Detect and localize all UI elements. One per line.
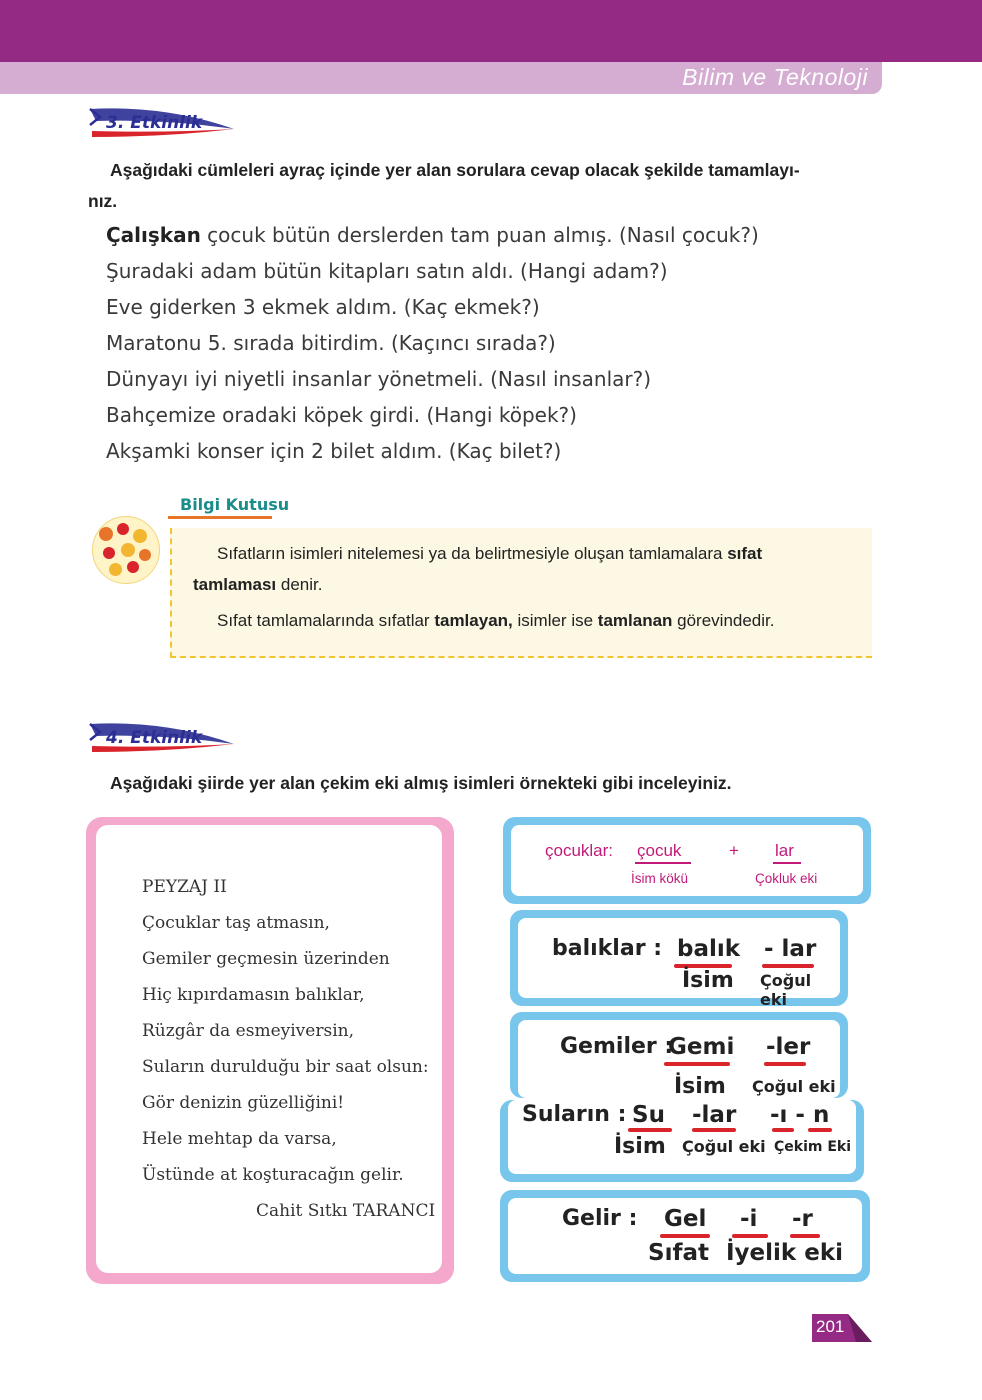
answer-part: -ler [766, 1034, 811, 1060]
info-paragraph-2 [217, 605, 775, 636]
poem-line: Rüzgâr da esmeyiversin, [142, 1021, 354, 1041]
poem-line: Suların durulduğu bir saat olsun: [142, 1057, 429, 1077]
answer-card [500, 1100, 864, 1182]
answer-label: İsim [674, 1074, 726, 1099]
info-paragraph-1 [217, 538, 762, 569]
answer-part: balık [677, 936, 741, 962]
info-box [170, 528, 872, 658]
activity-4-instruction: Aşağıdaki şiirde yer alan çekim eki almış isimleri örnekteki gibi inceleyiniz. [110, 773, 732, 793]
example-panel [511, 825, 863, 896]
info-bold-term: tamlayan, [434, 611, 513, 630]
answer-part: Gemi [668, 1034, 735, 1060]
sentence-item: Bahçemize oradaki köpek girdi. (Hangi köpek?) [106, 403, 577, 427]
info-text: Sıfat tamlamalarında sıfatlar [217, 611, 435, 630]
info-text: Sıfatların isimleri nitelemesi ya da belirtmesiyle oluşan tamlamalara [217, 544, 728, 563]
info-text: isimler ise [512, 611, 598, 630]
answer-part: -i [740, 1206, 758, 1232]
answer-underline [732, 1234, 768, 1238]
answer-panel [508, 1100, 856, 1174]
answer-panel [518, 918, 840, 1009]
answer-word: Gelir : [562, 1206, 638, 1231]
poem-line: Gör denizin güzelliğini! [142, 1093, 345, 1113]
header-bar [0, 0, 982, 62]
answer-panel [518, 1020, 840, 1098]
activity-3-banner [86, 107, 236, 141]
activity-3-instruction: Aşağıdaki cümleleri ayraç içinde yer alan sorulara cevap olacak şekilde tamamlayı- [110, 160, 800, 180]
activity-4-banner [86, 722, 236, 756]
answer-label: İsim [614, 1134, 666, 1159]
info-box-title-underline [168, 516, 272, 519]
poem-panel [96, 825, 442, 1273]
sentence-list [106, 218, 846, 470]
answer-underline [772, 1128, 794, 1132]
poem-line: Gemiler geçmesin üzerinden [142, 949, 390, 969]
answer-part: -lar [692, 1102, 737, 1128]
sentence-item: Maratonu 5. sırada bitirdim. (Kaçıncı sırada?) [106, 331, 556, 355]
page-number: 201 [816, 1317, 845, 1336]
example-root: çocuk [637, 841, 682, 860]
answer-part: Su [632, 1102, 665, 1128]
activity-4-label: 4. Etkinlik [106, 728, 203, 748]
sentence-bold-word: Çalışkan [106, 223, 201, 247]
sentence-item: Eve giderken 3 ekmek aldım. (Kaç ekmek?) [106, 295, 540, 319]
info-bold-term: tamlanan [597, 611, 673, 630]
example-word: çocuklar: [545, 841, 614, 860]
sentence-item: Şuradaki adam bütün kitapları satın aldı. (Hangi adam?) [106, 259, 668, 283]
poem-card [86, 817, 454, 1284]
answer-label: İsim [682, 968, 734, 993]
answer-underline [764, 1062, 806, 1066]
answer-part: Gel [664, 1206, 707, 1232]
answer-part: -r [792, 1206, 813, 1232]
example-suffix-underline [773, 862, 801, 864]
answer-card [510, 910, 848, 1009]
answer-label: Çoğul eki [752, 1077, 836, 1096]
answer-label: Çoğul eki [682, 1137, 766, 1156]
page-number-tab [812, 1314, 872, 1342]
subject-bar [0, 62, 882, 94]
info-bold-term: tamlaması [193, 575, 277, 594]
answer-label: Sıfat [648, 1240, 709, 1266]
answer-part: -ı - n [770, 1102, 830, 1128]
example-card [503, 817, 871, 904]
example-plus: + [729, 841, 739, 860]
info-ball-icon [92, 516, 160, 584]
example-root-underline [635, 862, 691, 864]
answer-label: İyelik eki [726, 1240, 843, 1266]
subject-title: Bilim ve Teknoloji [682, 64, 868, 90]
info-box-title: Bilgi Kutusu [180, 495, 290, 514]
answer-part: - lar [764, 936, 817, 962]
poem-line: Üstünde at koşturacağın gelir. [142, 1165, 404, 1185]
poem-title: PEYZAJ II [142, 877, 227, 897]
sentence-rest: çocuk bütün derslerden tam puan almış. (Nasıl çocuk?) [200, 223, 759, 247]
answer-underline [628, 1128, 672, 1132]
answer-underline [664, 1062, 730, 1066]
answer-underline [808, 1128, 832, 1132]
activity-3-instruction-cont: nız. [88, 191, 118, 211]
answer-underline [790, 1234, 820, 1238]
poem-line: Çocuklar taş atmasın, [142, 913, 330, 933]
info-text: denir. [276, 575, 323, 594]
sentence-item [106, 218, 846, 254]
info-text: görevindedir. [672, 611, 775, 630]
answer-panel [508, 1198, 862, 1274]
poem-author: Cahit Sıtkı TARANCI [256, 1201, 436, 1221]
answer-label: Çoğul eki [760, 971, 812, 1009]
answer-word: balıklar : [552, 936, 662, 961]
info-bold-term: sıfat [727, 544, 763, 563]
answer-card [500, 1190, 870, 1282]
answer-underline [692, 1128, 736, 1132]
activity-3-label: 3. Etkinlik [106, 113, 203, 133]
answer-underline [660, 1234, 710, 1238]
sentence-item: Akşamki konser için 2 bilet aldım. (Kaç bilet?) [106, 439, 562, 463]
answer-word: Suların : [522, 1102, 627, 1127]
example-suffix-label: Çokluk eki [755, 871, 818, 886]
info-paragraph-1-cont [193, 569, 322, 600]
poem-line: Hele mehtap da varsa, [142, 1129, 337, 1149]
answer-label: Çekim Eki [774, 1139, 852, 1155]
answer-card [510, 1012, 848, 1098]
example-root-label: İsim kökü [631, 871, 689, 886]
answer-underline [762, 964, 814, 968]
sentence-item: Dünyayı iyi niyetli insanlar yönetmeli. (Nasıl insanlar?) [106, 367, 652, 391]
poem-line: Hiç kıpırdamasın balıklar, [142, 985, 365, 1005]
example-suffix: lar [775, 841, 794, 860]
answer-word: Gemiler : [560, 1034, 674, 1059]
